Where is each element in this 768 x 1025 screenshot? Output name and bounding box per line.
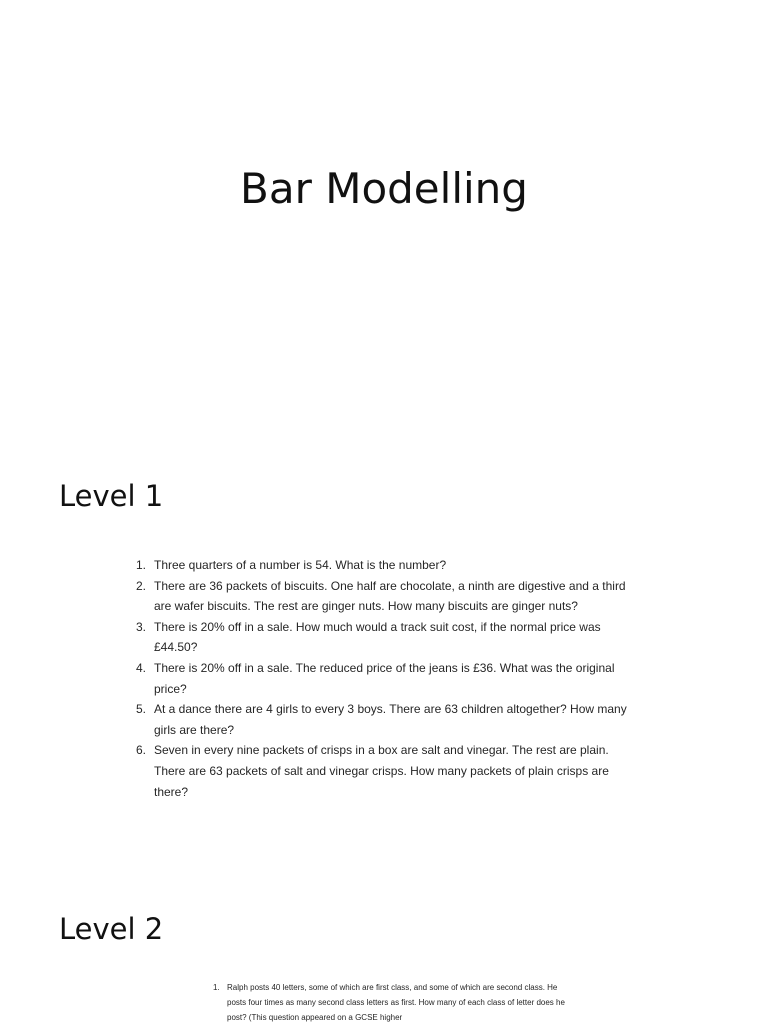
list-item [213, 980, 573, 1025]
question-number: 1. [213, 983, 220, 992]
list-item [136, 555, 636, 576]
question-number: 4. [136, 660, 147, 675]
page-title: Bar Modelling [240, 164, 528, 213]
question-text: There is 20% off in a sale. The reduced price of the jeans is £36. What was the original price? [154, 660, 615, 696]
question-text: There are 36 packets of biscuits. One half are chocolate, a ninth are digestive and a third are wafer biscuits. The rest are ginger nuts. How many biscuits are ginger nuts? [154, 578, 626, 614]
list-item [136, 617, 636, 658]
level-2-heading: Level 2 [59, 912, 164, 946]
level-2-question-list [213, 980, 573, 1025]
list-item [136, 699, 636, 740]
level-1-heading: Level 1 [59, 479, 164, 513]
question-text: Ralph posts 40 letters, some of which are first class, and some of which are second class. He posts four times as many second class letters as first. How many of each class of letter does he post? (This question appeared on a GCSE higher [227, 983, 565, 1022]
list-item [136, 740, 636, 802]
question-number: 1. [136, 558, 147, 572]
question-text: There is 20% off in a sale. How much would a track suit cost, if the normal price was £44.50? [154, 619, 601, 655]
question-number: 6. [136, 743, 147, 758]
question-text: At a dance there are 4 girls to every 3 boys. There are 63 children altogether? How many girls are there? [154, 702, 627, 737]
question-text: Seven in every nine packets of crisps in a box are salt and vinegar. The rest are plain. There are 63 packets of salt and vinegar crisps. How many packets of plain crisps are there? [154, 743, 609, 799]
question-text: Three quarters of a number is 54. What is the number? [154, 558, 447, 572]
list-item [136, 576, 636, 617]
question-number: 3. [136, 619, 147, 634]
question-number: 5. [136, 702, 147, 717]
level-1-question-list [136, 555, 636, 802]
question-number: 2. [136, 578, 147, 593]
list-item [136, 658, 636, 699]
